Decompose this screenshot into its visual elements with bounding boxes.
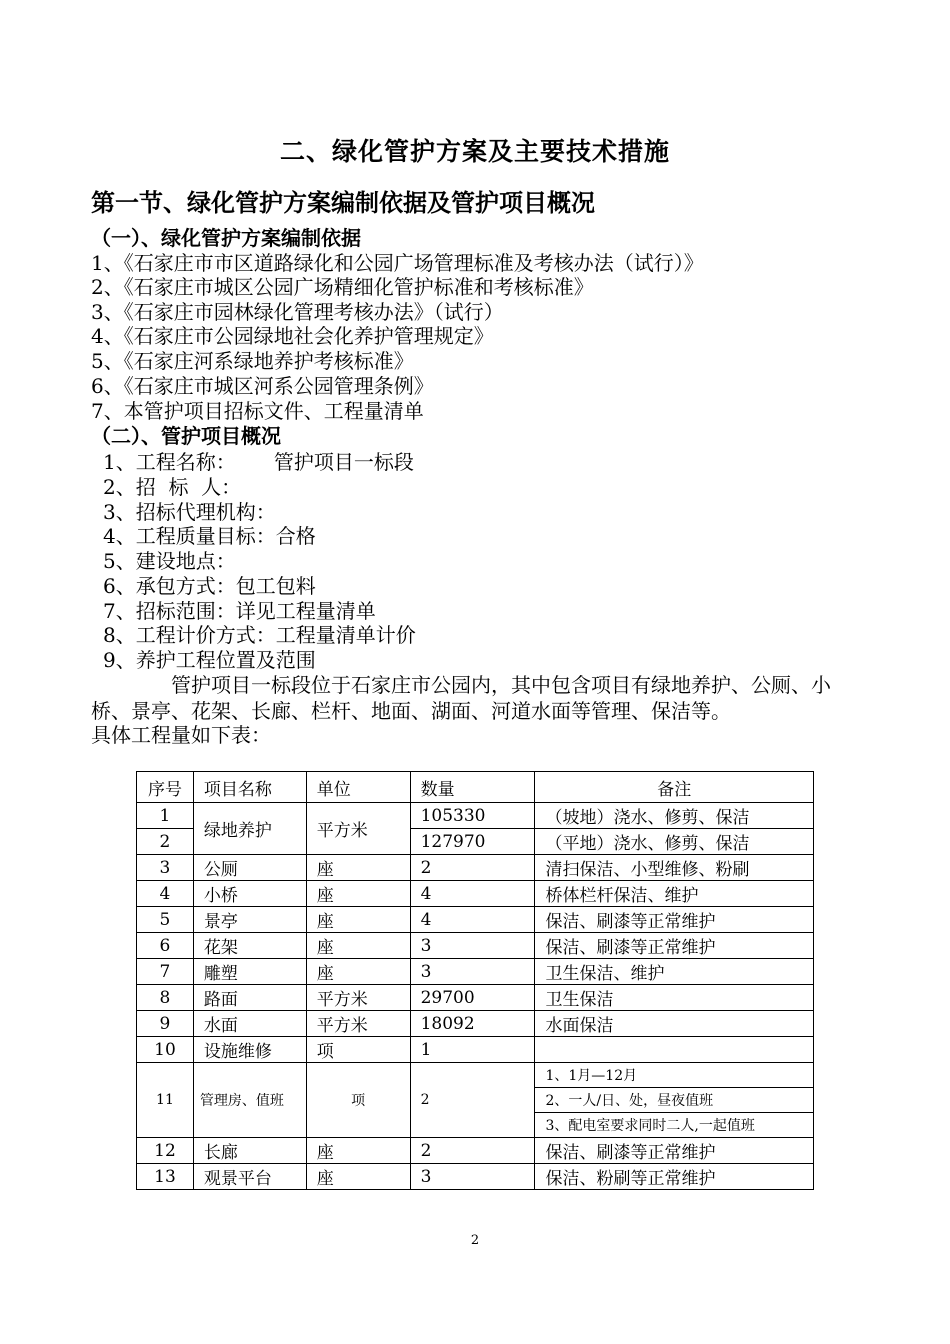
- cell-unit: 座: [306, 959, 410, 985]
- cell-no: 8: [137, 985, 194, 1011]
- cell-note: 保洁、粉刷等正常维护: [535, 1164, 814, 1190]
- overview-item: 2、招 标 人：: [103, 475, 242, 499]
- overview-item: 9、养护工程位置及范围: [103, 648, 316, 672]
- cell-unit: 座: [306, 881, 410, 907]
- cell-name: 路面: [193, 985, 306, 1011]
- table-row: [137, 855, 814, 881]
- cell-no: 6: [137, 933, 194, 959]
- cell-qty: 2: [410, 1063, 535, 1138]
- overview-item: 3、招标代理机构：: [103, 500, 276, 524]
- cell-qty: 1: [410, 1037, 535, 1063]
- scope-paragraph: [91, 672, 866, 724]
- cell-no: 13: [137, 1164, 194, 1190]
- cell-no: 10: [137, 1037, 194, 1063]
- cell-name: 水面: [193, 1011, 306, 1037]
- cell-no: 3: [137, 855, 194, 881]
- table-row: [137, 1138, 814, 1164]
- cell-unit: 座: [306, 907, 410, 933]
- table-row: [137, 803, 814, 829]
- cell-unit: 座: [306, 1138, 410, 1164]
- header-name: 项目名称: [193, 772, 306, 803]
- table-row: [137, 959, 814, 985]
- cell-note: 清扫保洁、小型维修、粉刷: [535, 855, 814, 881]
- cell-name: 设施维修: [193, 1037, 306, 1063]
- cell-unit: 平方米: [306, 1011, 410, 1037]
- cell-note: 保洁、刷漆等正常维护: [535, 1138, 814, 1164]
- table-row: [137, 881, 814, 907]
- cell-unit: 平方米: [306, 803, 410, 855]
- cell-no: 5: [137, 907, 194, 933]
- subsection-heading-overview: （二）、管护项目概况: [91, 424, 281, 448]
- page-number: 2: [470, 1233, 480, 1248]
- overview-item: 4、工程质量目标：合格: [103, 524, 316, 548]
- cell-name: 管理房、值班: [193, 1063, 306, 1138]
- table-row: [137, 1011, 814, 1037]
- cell-no: 9: [137, 1011, 194, 1037]
- cell-qty: 127970: [410, 829, 535, 855]
- overview-item: 7、招标范围：详见工程量清单: [103, 599, 376, 623]
- basis-item: 1、《石家庄市市区道路绿化和公园广场管理标准及考核办法（试行）》: [91, 251, 704, 275]
- cell-no: 1: [137, 803, 194, 829]
- overview-item: 6、承包方式：包工包料: [103, 574, 316, 598]
- cell-qty: 4: [410, 881, 535, 907]
- cell-no: 12: [137, 1138, 194, 1164]
- cell-note: 3、配电室要求同时二人,一起值班: [535, 1113, 814, 1138]
- cell-unit: 座: [306, 1164, 410, 1190]
- table-intro: 具体工程量如下表：: [91, 723, 271, 747]
- cell-qty: 2: [410, 1138, 535, 1164]
- cell-name: 雕塑: [193, 959, 306, 985]
- cell-note: 卫生保洁、维护: [535, 959, 814, 985]
- page-title: 二、绿化管护方案及主要技术措施: [279, 137, 670, 166]
- cell-name: 公厕: [193, 855, 306, 881]
- header-unit: 单位: [306, 772, 410, 803]
- section-heading: 第一节、绿化管护方案编制依据及管护项目概况: [91, 188, 595, 217]
- cell-no: 11: [137, 1063, 194, 1138]
- basis-item: 2、《石家庄市城区公园广场精细化管护标准和考核标准》: [91, 275, 594, 299]
- cell-unit: 座: [306, 855, 410, 881]
- cell-qty: 105330: [410, 803, 535, 829]
- cell-note: 水面保洁: [535, 1011, 814, 1037]
- cell-note: 保洁、刷漆等正常维护: [535, 907, 814, 933]
- cell-note: 卫生保洁: [535, 985, 814, 1011]
- basis-item: 4、《石家庄市公园绿地社会化养护管理规定》: [91, 324, 494, 348]
- cell-name: 观景平台: [193, 1164, 306, 1190]
- cell-note: [535, 1037, 814, 1063]
- overview-item: 1、工程名称： 管护项目一标段: [103, 450, 414, 474]
- table-row: [137, 1037, 814, 1063]
- cell-name: 小桥: [193, 881, 306, 907]
- subsection-heading-basis: （一）、绿化管护方案编制依据: [91, 226, 361, 250]
- cell-qty: 18092: [410, 1011, 535, 1037]
- table-row: [137, 1164, 814, 1190]
- table-row: [137, 907, 814, 933]
- cell-qty: 4: [410, 907, 535, 933]
- cell-note: 桥体栏杆保洁、维护: [535, 881, 814, 907]
- basis-item: 7、本管护项目招标文件、工程量清单: [91, 399, 424, 423]
- cell-qty: 29700: [410, 985, 535, 1011]
- cell-unit: 项: [306, 1063, 410, 1138]
- cell-name: 花架: [193, 933, 306, 959]
- cell-name: 景亭: [193, 907, 306, 933]
- table-row: [137, 1063, 814, 1088]
- cell-qty: 3: [410, 933, 535, 959]
- table-row: [137, 985, 814, 1011]
- cell-name: 长廊: [193, 1138, 306, 1164]
- basis-item: 6、《石家庄市城区河系公园管理条例》: [91, 374, 434, 398]
- overview-item: 5、建设地点：: [103, 549, 236, 573]
- cell-no: 7: [137, 959, 194, 985]
- table-header-row: [137, 772, 814, 803]
- table-row: [137, 933, 814, 959]
- basis-item: 5、《石家庄河系绿地养护考核标准》: [91, 349, 414, 373]
- cell-no: 4: [137, 881, 194, 907]
- cell-unit: 平方米: [306, 985, 410, 1011]
- cell-unit: 项: [306, 1037, 410, 1063]
- quantity-table: [136, 771, 814, 1190]
- cell-note: （平地）浇水、修剪、保洁: [535, 829, 814, 855]
- header-no: 序号: [137, 772, 194, 803]
- header-qty: 数量: [410, 772, 535, 803]
- overview-item: 8、工程计价方式：工程量清单计价: [103, 623, 416, 647]
- cell-name: 绿地养护: [193, 803, 306, 855]
- cell-note: 2、一人/日、处，昼夜值班: [535, 1088, 814, 1113]
- scope-paragraph-text: 管护项目一标段位于石家庄市公园内，其中包含项目有绿地养护、公厕、小桥、景亭、花架、长廊、栏杆、地面、湖面、河道水面等管理、保洁等。: [91, 673, 831, 723]
- cell-unit: 座: [306, 933, 410, 959]
- cell-qty: 3: [410, 1164, 535, 1190]
- cell-note: 保洁、刷漆等正常维护: [535, 933, 814, 959]
- cell-note: （坡地）浇水、修剪、保洁: [535, 803, 814, 829]
- header-note: 备注: [535, 772, 814, 803]
- cell-qty: 3: [410, 959, 535, 985]
- basis-item: 3、《石家庄市园林绿化管理考核办法》（试行）: [91, 300, 504, 324]
- cell-no: 2: [137, 829, 194, 855]
- cell-qty: 2: [410, 855, 535, 881]
- cell-note: 1、1月—12月: [535, 1063, 814, 1088]
